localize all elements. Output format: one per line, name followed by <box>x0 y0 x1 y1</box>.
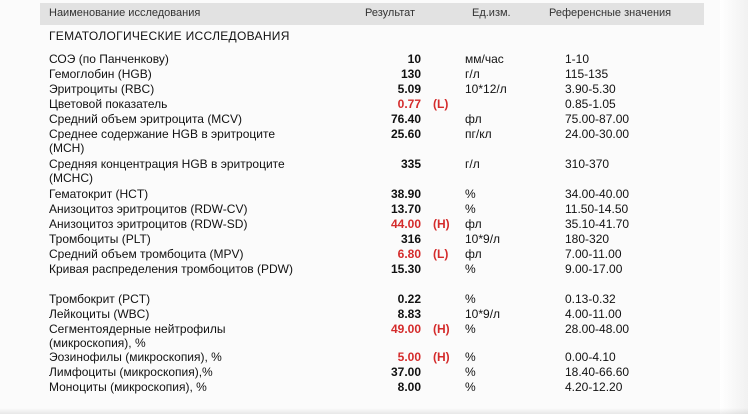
reference-range: 34.00-40.00 <box>565 187 630 201</box>
test-unit: % <box>465 380 476 394</box>
table-row <box>0 365 748 379</box>
test-unit: % <box>465 322 476 336</box>
test-unit: % <box>465 187 476 201</box>
table-row <box>0 52 748 66</box>
test-name: СОЭ (по Панченкову) <box>49 52 169 66</box>
test-result: 5.09 <box>397 82 421 96</box>
result-flag: (H) <box>433 350 450 364</box>
test-result: 5.00 <box>397 350 421 364</box>
table-row <box>0 127 748 155</box>
test-result: 25.60 <box>390 127 421 141</box>
test-name: Тромбоциты (PLT) <box>49 232 151 246</box>
test-result: 316 <box>400 232 421 246</box>
test-name: Гемоглобин (HGB) <box>49 67 152 81</box>
reference-range: 75.00-87.00 <box>565 112 630 126</box>
header-unit: Ед.изм. <box>472 7 511 19</box>
test-result: 6.80 <box>397 247 421 261</box>
header-result: Результат <box>365 7 416 19</box>
test-name: Среднее содержание HGB в эритроците (MCH) <box>49 127 275 155</box>
table-row <box>0 232 748 246</box>
table-row <box>0 97 748 111</box>
test-unit: г/л <box>465 157 480 171</box>
table-row <box>0 157 748 185</box>
test-name: Анизоцитоз эритроцитов (RDW-CV) <box>49 202 248 216</box>
test-unit: % <box>465 202 476 216</box>
table-header <box>40 3 704 25</box>
page-edge <box>720 0 748 414</box>
test-result: 10 <box>407 52 421 66</box>
result-flag: (H) <box>433 322 450 336</box>
reference-range: 4.20-12.20 <box>565 380 623 394</box>
test-unit: % <box>465 365 476 379</box>
reference-range: 4.00-11.00 <box>565 307 622 321</box>
table-row <box>0 217 748 231</box>
test-unit: 10*9/л <box>465 232 501 246</box>
reference-range: 24.00-30.00 <box>565 127 630 141</box>
reference-range: 0.13-0.32 <box>565 292 616 306</box>
reference-range: 3.90-5.30 <box>565 82 616 96</box>
test-unit: фл <box>465 112 482 126</box>
reference-range: 28.00-48.00 <box>565 322 630 336</box>
test-name: Эозинофилы (микроскопия), % <box>49 350 222 364</box>
reference-range: 115-135 <box>565 67 609 81</box>
table-row <box>0 67 748 81</box>
test-result: 8.00 <box>397 380 421 394</box>
test-name: Анизоцитоз эритроцитов (RDW-SD) <box>49 217 248 231</box>
table-row <box>0 82 748 96</box>
table-row <box>0 262 748 290</box>
table-row <box>0 202 748 216</box>
test-name: Кривая распределения тромбоцитов (PDW) <box>49 262 293 276</box>
table-row <box>0 247 748 261</box>
reference-range: 0.00-4.10 <box>565 350 616 364</box>
test-name: Лимфоциты (микроскопия),% <box>49 365 213 379</box>
test-name: Тромбокрит (PCT) <box>49 292 151 306</box>
reference-range: 1-10 <box>565 52 590 66</box>
test-unit: фл <box>465 217 482 231</box>
test-result: 49.00 <box>390 322 421 336</box>
table-row <box>0 307 748 321</box>
reference-range: 0.85-1.05 <box>565 97 616 111</box>
test-result: 38.90 <box>390 187 421 201</box>
result-flag: (H) <box>433 217 450 231</box>
table-row <box>0 380 748 394</box>
test-name: Лейкоциты (WBC) <box>49 307 150 321</box>
test-result: 37.00 <box>390 365 421 379</box>
test-name: Цветовой показатель <box>49 97 168 111</box>
section-title: ГЕМАТОЛОГИЧЕСКИЕ ИССЛЕДОВАНИЯ <box>49 29 290 43</box>
reference-range: 9.00-17.00 <box>565 262 623 276</box>
reference-range: 18.40-66.60 <box>565 365 630 379</box>
test-name: Гематокрит (HCT) <box>49 187 149 201</box>
table-row <box>0 292 748 306</box>
result-flag: (L) <box>433 247 449 261</box>
test-result: 0.22 <box>397 292 421 306</box>
test-unit: % <box>465 262 476 276</box>
test-name: Средняя концентрация HGB в эритроците (MCHC) <box>49 157 285 185</box>
table-row <box>0 187 748 201</box>
test-unit: 10*9/л <box>465 307 501 321</box>
test-result: 335 <box>400 157 421 171</box>
test-unit: 10*12/л <box>465 82 507 96</box>
reference-range: 310-370 <box>565 157 610 171</box>
result-flag: (L) <box>433 97 449 111</box>
test-result: 13.70 <box>390 202 421 216</box>
reference-range: 180-320 <box>565 232 610 246</box>
test-name: Сегментоядерные нейтрофилы (микроскопия), % <box>49 322 226 350</box>
table-row <box>0 112 748 126</box>
page-shadow <box>0 408 748 414</box>
reference-range: 11.50-14.50 <box>565 202 629 216</box>
reference-range: 35.10-41.70 <box>565 217 630 231</box>
test-result: 44.00 <box>390 217 421 231</box>
test-name: Средний объем эритроцита (MCV) <box>49 112 242 126</box>
test-result: 130 <box>400 67 421 81</box>
test-unit: мм/час <box>465 52 504 66</box>
header-name: Наименование исследования <box>49 7 201 19</box>
test-unit: фл <box>465 247 482 261</box>
test-name: Средний объем тромбоцита (MPV) <box>49 247 244 261</box>
test-name: Моноциты (микроскопия), % <box>49 380 207 394</box>
header-reference: Референсные значения <box>549 7 672 19</box>
test-unit: % <box>465 350 476 364</box>
test-name: Эритроциты (RBC) <box>49 82 155 96</box>
test-unit: г/л <box>465 67 480 81</box>
test-unit: % <box>465 292 476 306</box>
reference-range: 7.00-11.00 <box>565 247 622 261</box>
test-result: 76.40 <box>390 112 421 126</box>
test-result: 8.83 <box>397 307 421 321</box>
table-row <box>0 350 748 364</box>
test-result: 15.30 <box>390 262 421 276</box>
test-unit: пг/кл <box>465 127 492 141</box>
table-row <box>0 322 748 350</box>
test-result: 0.77 <box>397 97 421 111</box>
